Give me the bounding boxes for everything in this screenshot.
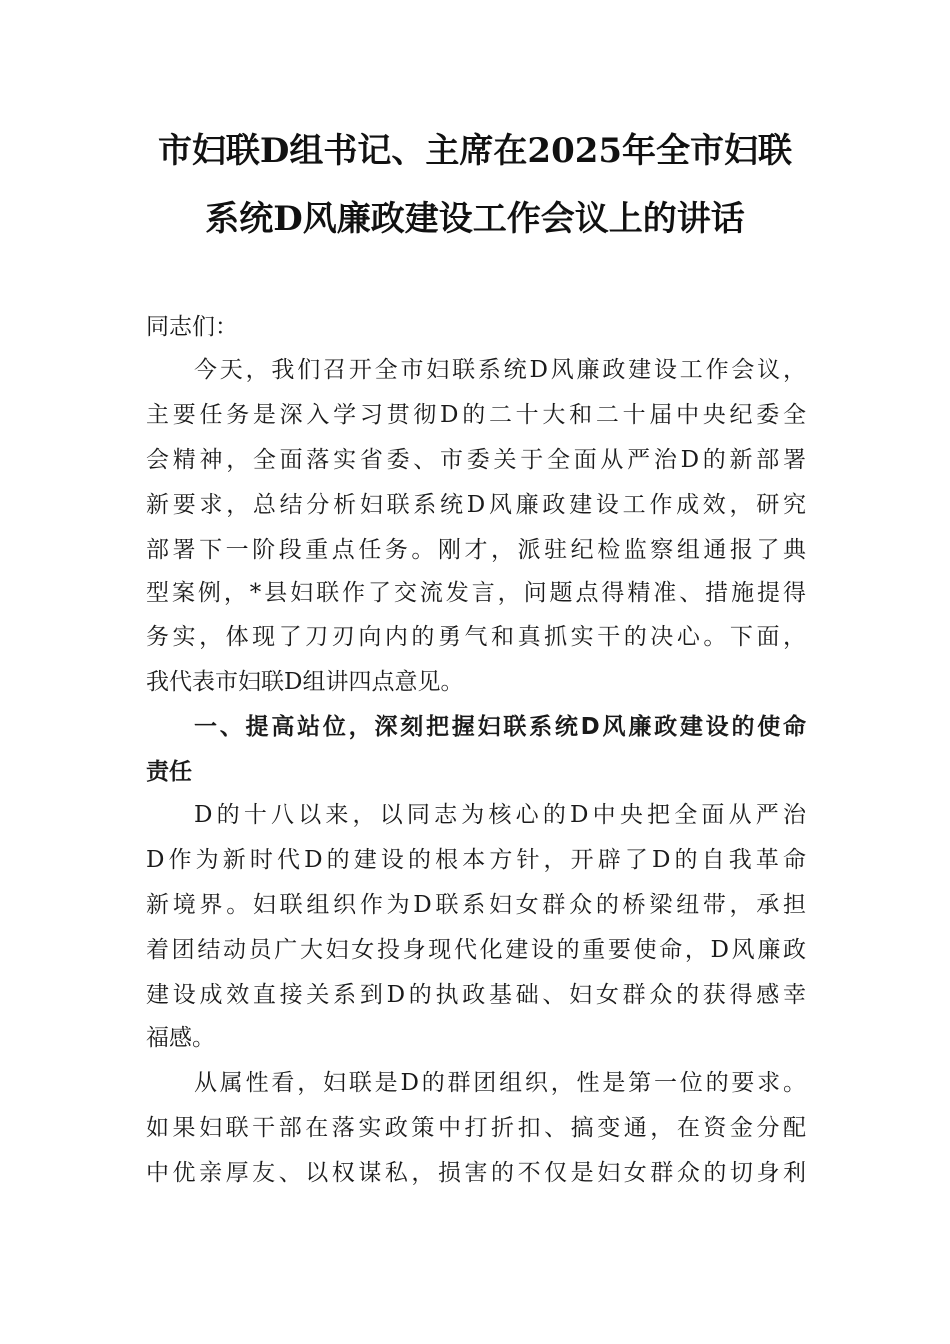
paragraph-1-line-6: 型案例，*县妇联作了交流发言，问题点得精准、措施提得 — [146, 580, 806, 606]
paragraph-1-line-8: 我代表市妇联D组讲四点意见。 — [146, 669, 464, 695]
paragraph-3-line-3: 中优亲厚友、以权谋私，损害的不仅是妇女群众的切身利 — [146, 1160, 806, 1186]
paragraph-1-line-4: 新要求，总结分析妇联系统D风廉政建设工作成效，研究 — [146, 492, 806, 518]
section-heading-1-line-2: 责任 — [146, 759, 192, 785]
paragraph-1-line-7: 务实，体现了刀刃向内的勇气和真抓实干的决心。下面， — [146, 624, 806, 650]
document-title-line-2: 系统D风廉政建设工作会议上的讲话 — [205, 199, 745, 239]
paragraph-2-line-3: 新境界。妇联组织作为D联系妇女群众的桥梁纽带，承担 — [146, 892, 806, 918]
paragraph-1-line-1: 今天，我们召开全市妇联系统D风廉政建设工作会议， — [194, 357, 806, 383]
paragraph-3-line-1: 从属性看，妇联是D的群团组织，性是第一位的要求。 — [194, 1070, 806, 1096]
paragraph-2-line-5: 建设成效直接关系到D的执政基础、妇女群众的获得感幸 — [146, 982, 806, 1008]
paragraph-2-line-4: 着团结动员广大妇女投身现代化建设的重要使命，D风廉政 — [146, 937, 806, 963]
paragraph-3-line-2: 如果妇联干部在落实政策中打折扣、搞变通，在资金分配 — [146, 1115, 806, 1141]
paragraph-2-line-2: D作为新时代D的建设的根本方针，开辟了D的自我革命 — [146, 847, 806, 873]
document-title-line-1: 市妇联D组书记、主席在2025年全市妇联 — [157, 131, 793, 171]
paragraph-1-line-5: 部署下一阶段重点任务。刚才，派驻纪检监察组通报了典 — [146, 537, 806, 563]
section-heading-1-line-1: 一、提高站位，深刻把握妇联系统D风廉政建设的使命 — [194, 714, 806, 740]
paragraph-2-line-6: 福感。 — [146, 1025, 215, 1051]
paragraph-1-line-2: 主要任务是深入学习贯彻D的二十大和二十届中央纪委全 — [146, 402, 806, 428]
paragraph-1-line-3: 会精神，全面落实省委、市委关于全面从严治D的新部署 — [146, 447, 806, 473]
salutation: 同志们： — [146, 314, 238, 340]
paragraph-2-line-1: D的十八以来，以同志为核心的D中央把全面从严治 — [194, 802, 806, 828]
